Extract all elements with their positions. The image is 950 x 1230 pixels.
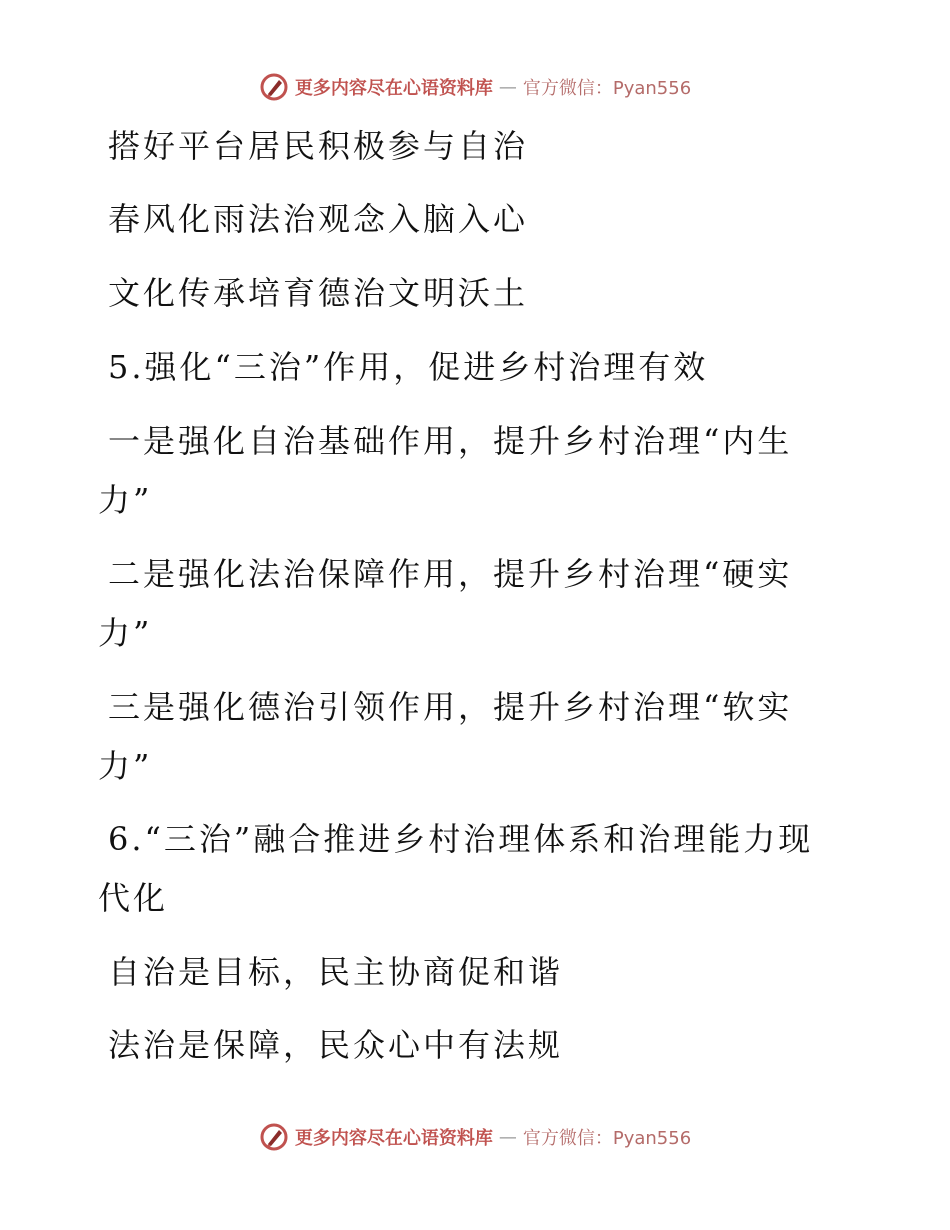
text-line: 三是强化德治引领作用，提升乡村治理“软实 [108, 688, 793, 726]
section-heading: 5.强化“三治”作用，促进乡村治理有效 [108, 348, 709, 386]
watermark-site-text: 更多内容尽在心语资料库 [294, 1128, 493, 1149]
text-line-continuation: 力” [98, 747, 153, 785]
watermark-separator: — [498, 76, 517, 98]
text-line-continuation: 力” [98, 614, 153, 652]
text-line-continuation: 代化 [98, 879, 169, 917]
text-line: 搭好平台居民积极参与自治 [108, 127, 529, 165]
pen-logo-icon [259, 1122, 289, 1152]
watermark-site-text: 更多内容尽在心语资料库 [294, 78, 493, 99]
watermark-wechat-text: 官方微信：Pyan556 [522, 1128, 692, 1149]
text-line-continuation: 力” [98, 481, 153, 519]
section-heading: 6.“三治”融合推进乡村治理体系和治理能力现 [108, 820, 814, 858]
text-line: 自治是目标，民主协商促和谐 [108, 953, 564, 991]
watermark-wechat-text: 官方微信：Pyan556 [522, 78, 692, 99]
text-line: 一是强化自治基础作用，提升乡村治理“内生 [108, 422, 793, 460]
header-watermark [0, 72, 950, 102]
watermark-separator: — [498, 1126, 517, 1148]
footer-watermark [0, 1122, 950, 1152]
text-line: 二是强化法治保障作用，提升乡村治理“硬实 [108, 555, 793, 593]
text-line: 文化传承培育德治文明沃土 [108, 274, 529, 312]
text-line: 法治是保障，民众心中有法规 [108, 1026, 564, 1064]
text-line: 春风化雨法治观念入脑入心 [108, 200, 529, 238]
pen-logo-icon [259, 72, 289, 102]
